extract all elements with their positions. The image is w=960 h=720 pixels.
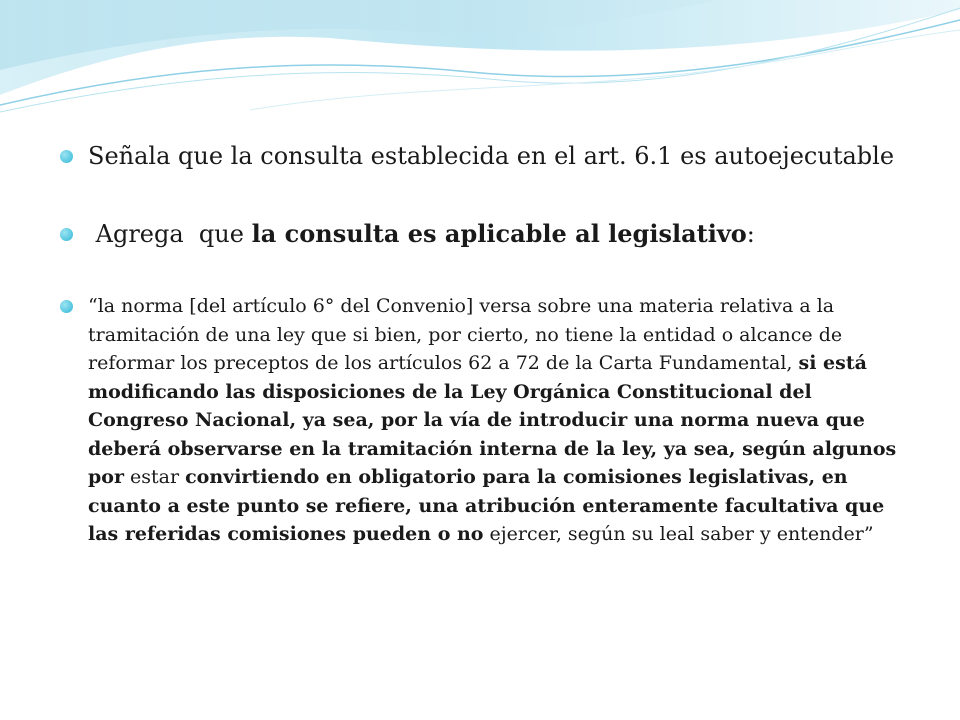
bullet-text-post: : <box>746 220 755 248</box>
header-wave-decoration <box>0 0 960 120</box>
bullet-consulta-aplicable-legislativo <box>60 218 910 250</box>
bullet-text-bold: la consulta es aplicable al legislativo <box>251 219 747 248</box>
bullet-consulta-autoejecutable <box>60 140 910 172</box>
quote-bold-1: si está modificando las disposiciones de la Ley Orgánica Constitucional del Congreso Nacional, ya sea, por la vía de introducir una norma nueva que deberá observarse en la tramitación interna de la ley, ya sea, según algunos por <box>88 352 897 488</box>
quote-part-3: ejercer, según su leal saber y entender” <box>483 523 874 545</box>
bullet-dot-icon <box>60 300 73 313</box>
bullet-text: Señala que la consulta establecida en el art. 6.1 es autoejecutable <box>88 142 895 170</box>
quote-part-1: “la norma [del artículo 6° del Convenio] versa sobre una materia relativa a la tramitación de una ley que si bien, por cierto, no tiene la entidad o alcance de reformar los preceptos de los artículos 62 a 72 de la Carta Fundamental, <box>88 295 843 374</box>
bullet-quote-norma <box>60 292 910 549</box>
quote-part-2: estar <box>123 466 186 488</box>
quote-bold-2: convirtiendo en obligatorio para la comisiones legislativas, en cuanto a este punto se refiere, una atribución enteramente facultativa que las referidas comisiones pueden o no <box>88 466 885 545</box>
bullet-dot-icon <box>60 150 73 163</box>
bullet-dot-icon <box>60 228 73 241</box>
slide-body <box>60 140 910 549</box>
bullet-text-pre: Agrega que <box>88 220 252 248</box>
